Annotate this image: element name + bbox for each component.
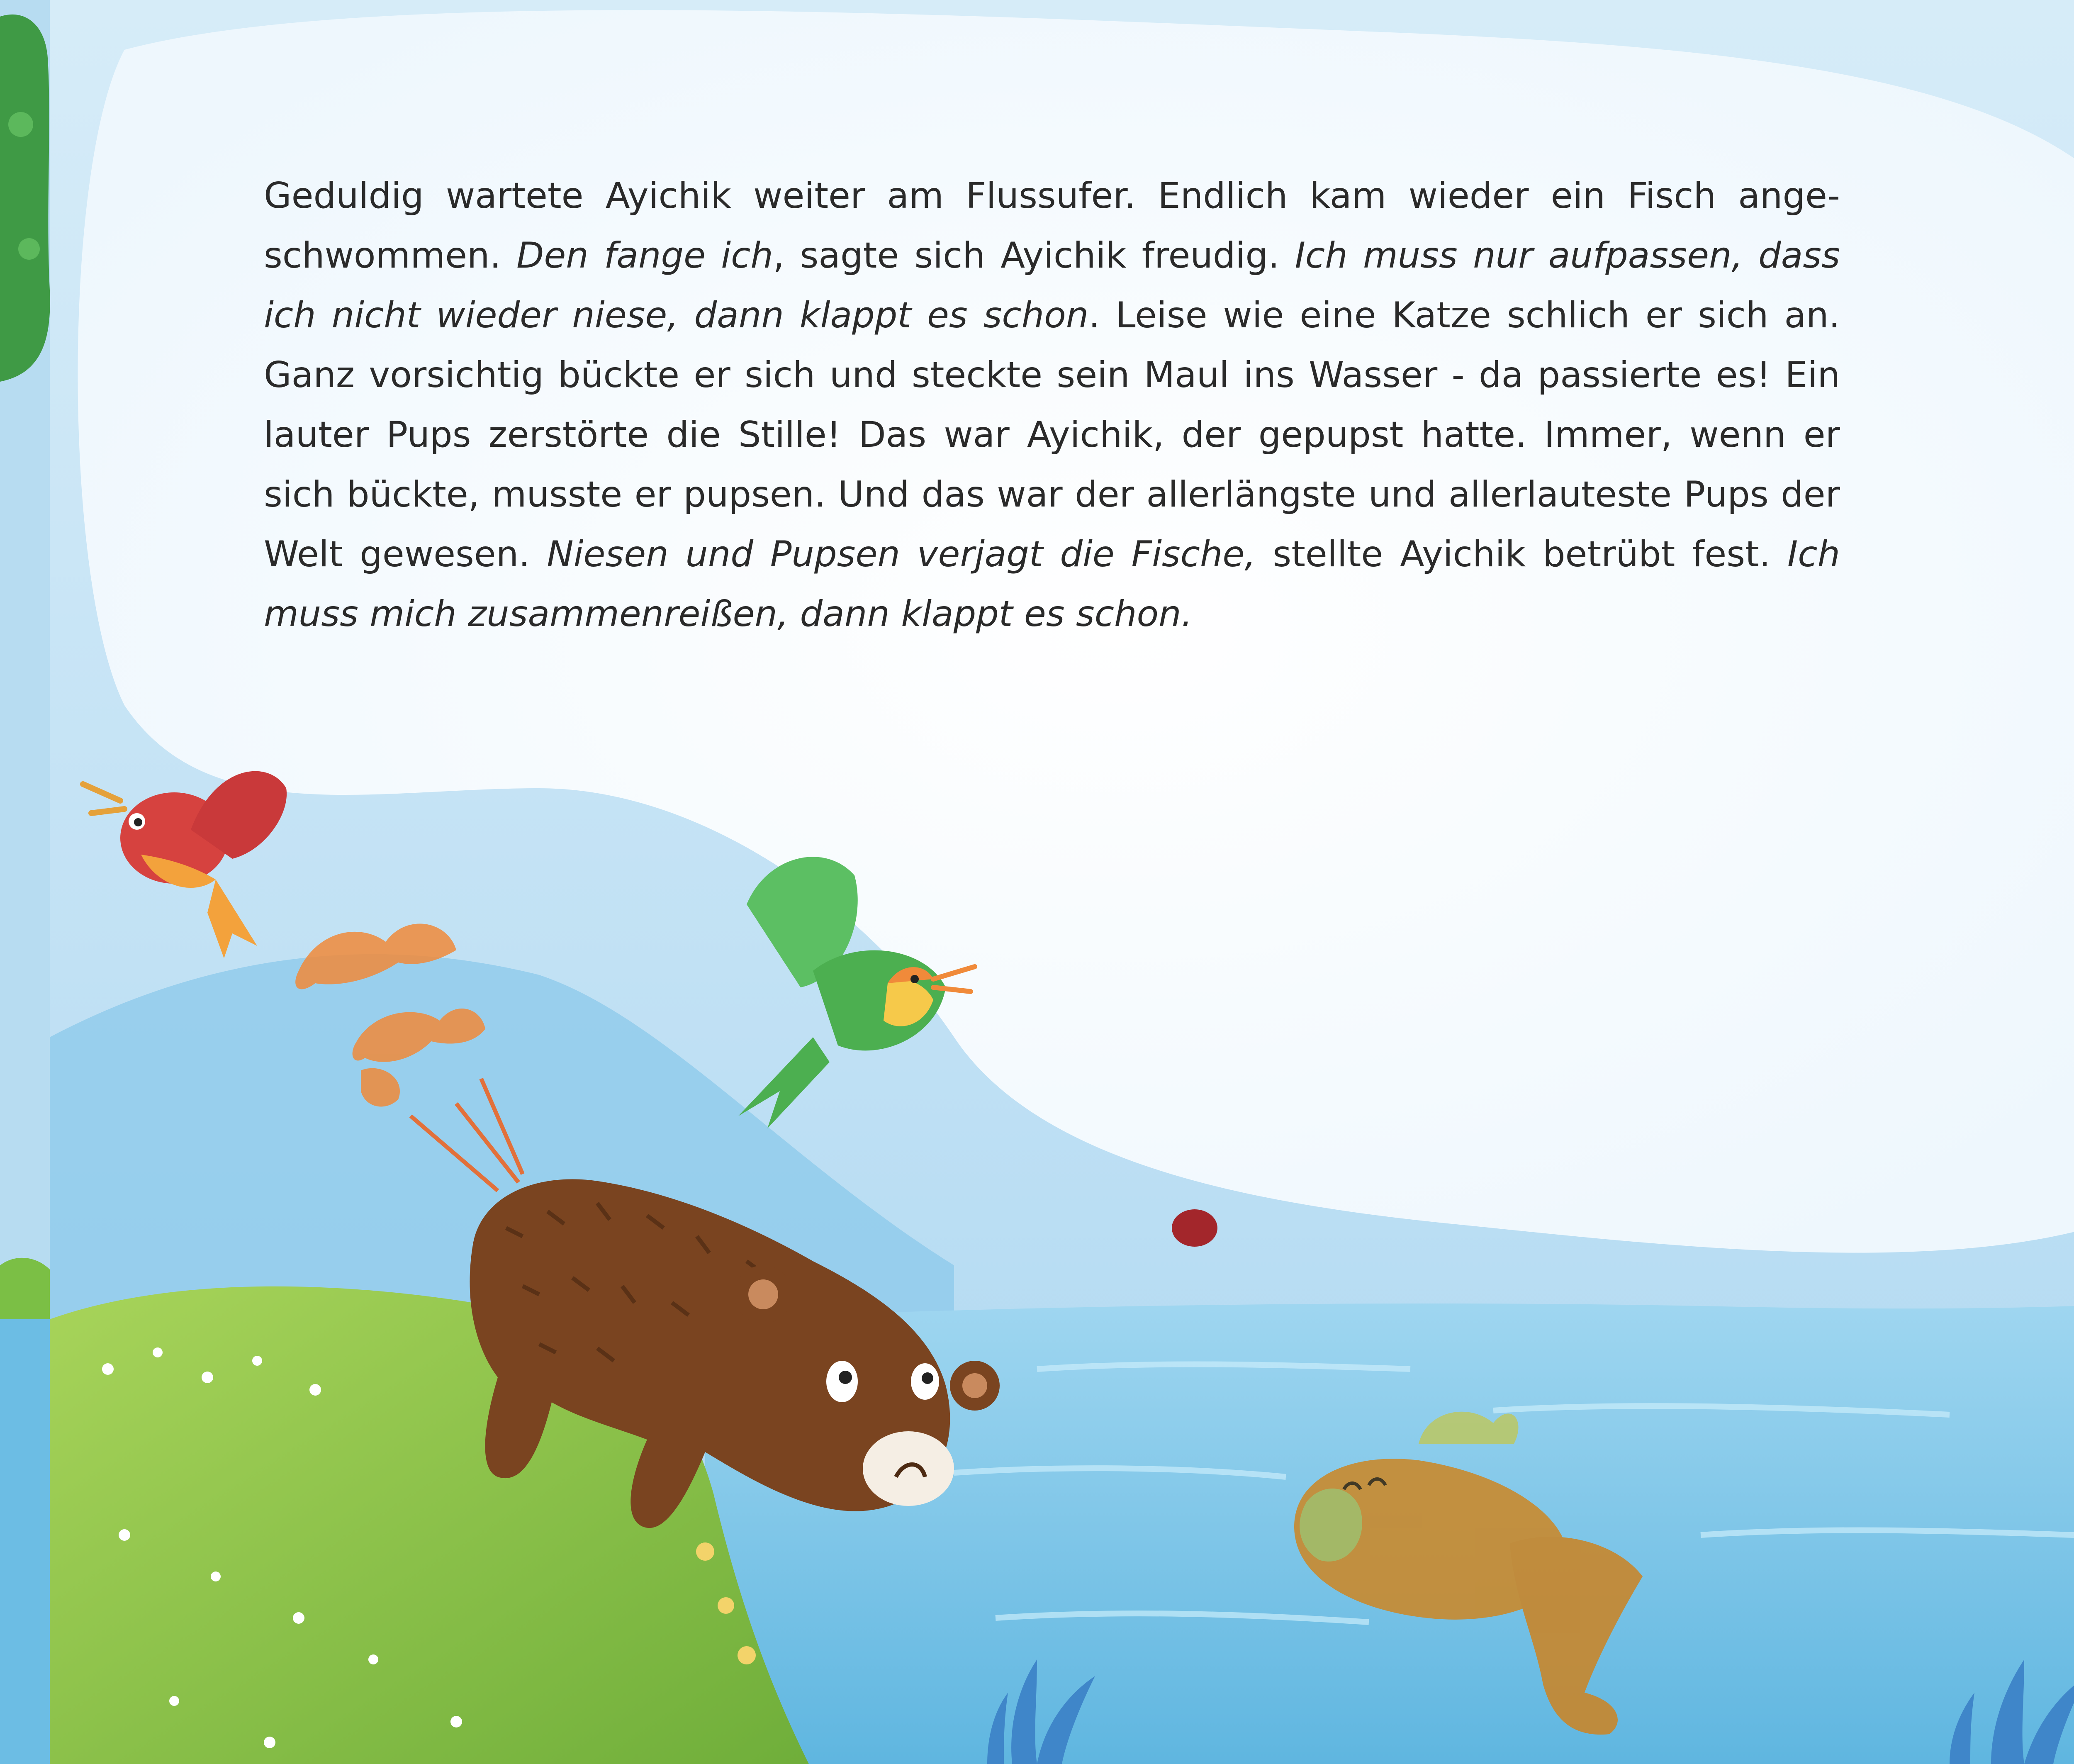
story-text-run: , sagte sich Ayichik freudig. bbox=[773, 235, 1295, 276]
tree-icon bbox=[0, 15, 50, 382]
story-text-run: Geduldig wartete Ayichik weiter am Flussufer. Endlich kam wieder ein Fisch angeschwommen. bbox=[264, 175, 1840, 276]
story-paragraph bbox=[264, 166, 1840, 644]
left-water bbox=[0, 1319, 50, 1764]
tree-leaf-dots bbox=[18, 238, 40, 260]
story-thought-run: Ich muss nur aufpassen, dass ich nicht wieder niese, dann klappt es schon bbox=[264, 235, 1840, 336]
story-thought-run: Den fange ich bbox=[516, 235, 773, 276]
story-text-run: . Leise wie eine Katze schlich er sich an. Ganz vorsichtig bückte er sich und steckte sein Maul ins Wasser - da passierte es! Ein lauter Pups zerstörte die Stille! Das war Ayichik, der gepupst hatte. Immer, wenn er sich bückte, musste er pupsen. Und das war der allerlängste und allerlauteste Pups der Welt gewesen. bbox=[264, 295, 1840, 575]
tree-leaf-dots bbox=[8, 112, 33, 137]
left-grass bbox=[0, 1258, 50, 1319]
berry-icon bbox=[1172, 1209, 1217, 1247]
story-thought-run: Niesen und Pupsen verjagt die Fische, bbox=[547, 534, 1256, 575]
story-thought-run: Ich muss mich zusammenreißen, dann klappt es schon. bbox=[264, 534, 1840, 635]
story-text-run: stellte Ayichik betrübt fest. bbox=[1256, 534, 1787, 575]
